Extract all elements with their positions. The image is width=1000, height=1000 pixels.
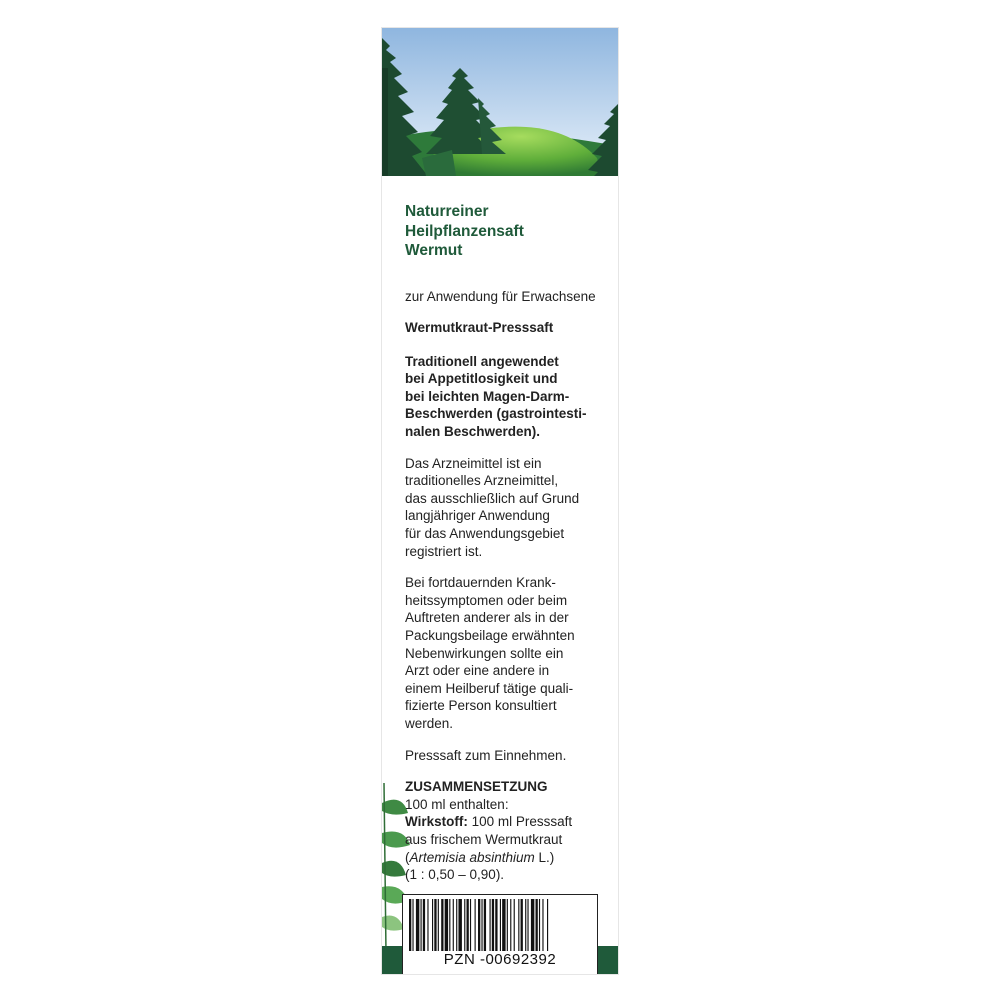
text-line: Beschwerden (gastrointesti- — [405, 406, 587, 422]
composition-intro: 100 ml enthalten: — [405, 796, 509, 812]
title-line: Naturreiner — [405, 203, 489, 220]
ratio-line: (1 : 0,50 – 0,90). — [405, 867, 505, 883]
barcode-bar — [536, 899, 538, 951]
barcode-bar — [547, 899, 548, 951]
text-line: traditionelles Arzneimittel, — [405, 473, 559, 489]
barcode-bar — [421, 899, 422, 951]
barcode-bar — [521, 899, 523, 951]
barcode-bar — [539, 899, 540, 951]
paren: L.) — [534, 849, 555, 865]
barcode-bar — [492, 899, 494, 951]
product-title — [405, 202, 610, 261]
registration-text — [405, 455, 610, 561]
barcode-bar — [441, 899, 443, 951]
subtitle: zur Anwendung für Erwachsene — [405, 288, 596, 304]
composition-section — [405, 778, 610, 884]
barcode-bar — [514, 899, 515, 951]
barcode-bar — [510, 899, 511, 951]
indication-text — [405, 353, 610, 441]
barcode-bar — [478, 899, 480, 951]
barcode-bar — [456, 899, 457, 951]
text-line: langjähriger Anwendung — [405, 508, 550, 524]
barcode-bar — [502, 899, 505, 951]
barcode-bar — [427, 899, 428, 951]
barcode-bar — [527, 899, 528, 951]
barcode-bar — [484, 899, 486, 951]
text-line: Bei fortdauernden Krank- — [405, 575, 556, 591]
title-line: Wermut — [405, 242, 463, 259]
barcode-bar — [423, 899, 425, 951]
text-line: einem Heilberuf tätige quali- — [405, 680, 574, 696]
barcode-bar — [445, 899, 448, 951]
text-line: Auftreten anderer als in der — [405, 610, 569, 626]
barcode-bar — [434, 899, 436, 951]
barcode — [407, 899, 593, 951]
text-line: registriert ist. — [405, 543, 483, 559]
latin-name: Artemisia absinthium — [409, 849, 535, 865]
barcode-bar — [495, 899, 497, 951]
barcode-bar — [409, 899, 411, 951]
barcode-bar — [438, 899, 439, 951]
barcode-box — [402, 894, 598, 974]
barcode-bar — [416, 899, 419, 951]
forest-illustration — [382, 28, 618, 176]
barcode-bar — [500, 899, 501, 951]
text-line: nalen Beschwerden). — [405, 424, 541, 440]
text-line: werden. — [405, 715, 454, 731]
composition-line: aus frischem Wermutkraut — [405, 831, 563, 847]
barcode-bar — [464, 899, 465, 951]
text-line: Nebenwirkungen sollte ein — [405, 645, 564, 661]
text-line: das ausschließlich auf Grund — [405, 490, 580, 506]
product-type: Wermutkraut-Presssaft — [405, 320, 554, 336]
barcode-bar — [470, 899, 471, 951]
barcode-bar — [542, 899, 543, 951]
title-line: Heilpflanzensaft — [405, 222, 524, 240]
active-ingredient — [405, 813, 610, 831]
text-line: bei leichten Magen-Darm- — [405, 388, 570, 404]
text-line: Das Arzneimittel ist ein — [405, 455, 542, 471]
barcode-bar — [453, 899, 454, 951]
barcode-bar — [467, 899, 469, 951]
package-text — [405, 202, 610, 884]
text-line: bei Appetitlosigkeit und — [405, 371, 558, 387]
text-line: für das Anwendungsgebiet — [405, 526, 565, 542]
barcode-bar — [412, 899, 413, 951]
barcode-bar — [518, 899, 519, 951]
latin-name-line — [405, 849, 610, 867]
barcode-bar — [481, 899, 482, 951]
active-label: Wirkstoff: — [405, 814, 468, 830]
paren: ( — [405, 849, 410, 865]
active-value: 100 ml Presssaft — [467, 814, 573, 830]
barcode-bar — [432, 899, 433, 951]
barcode-bar — [507, 899, 508, 951]
warning-text — [405, 574, 610, 732]
barcode-bar — [531, 899, 534, 951]
barcode-bar — [525, 899, 526, 951]
dosage-form: Presssaft zum Einnehmen. — [405, 747, 567, 763]
text-line: Packungsbeilage erwähnten — [405, 628, 575, 643]
pzn-number: PZN -00692392 — [443, 951, 557, 968]
text-line: heitssymptomen oder beim — [405, 592, 568, 608]
text-line: Traditionell angewendet — [405, 353, 559, 369]
barcode-bar — [449, 899, 450, 951]
barcode-bar — [490, 899, 491, 951]
text-line: fizierte Person konsultiert — [405, 698, 557, 714]
text-line: Arzt oder eine andere in — [405, 663, 550, 679]
barcode-bar — [458, 899, 461, 951]
composition-heading: ZUSAMMENSETZUNG — [405, 779, 548, 795]
package-side-panel — [382, 28, 618, 974]
barcode-bar — [475, 899, 476, 951]
